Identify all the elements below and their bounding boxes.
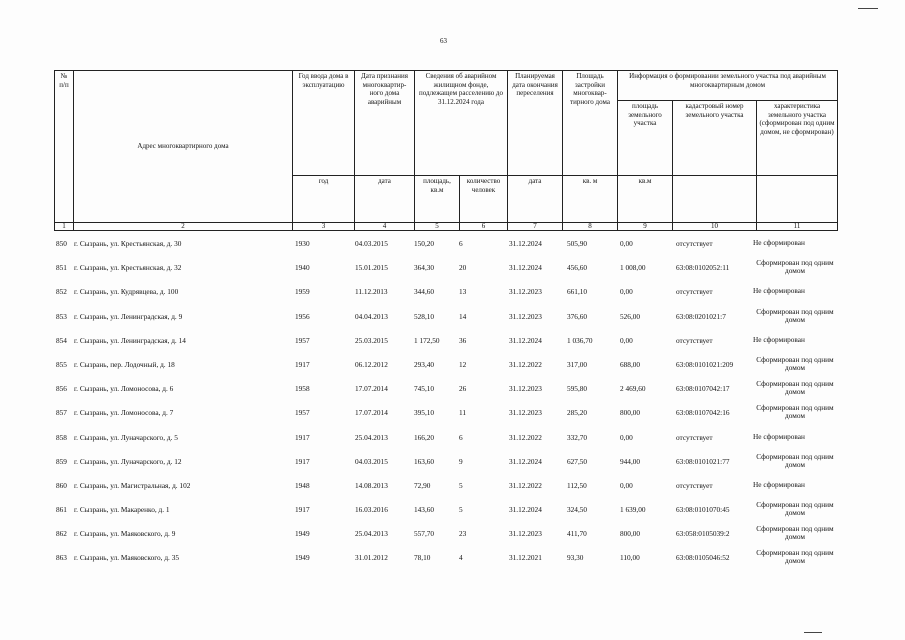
plan-date-cell: 31.12.2022: [509, 432, 542, 442]
year-cell: 1949: [295, 553, 310, 563]
date-cell: 25.04.2013: [355, 432, 388, 442]
header-col-land-status: характеристика земельного участка (сформирован под одним домом, не сформирован): [757, 101, 838, 176]
year-cell: 1958: [295, 384, 310, 394]
status-cell: Сформирован под одним домом: [756, 500, 834, 518]
land-area-cell: 944,00: [620, 456, 641, 466]
area-cell: 1 172,50: [414, 335, 440, 345]
column-number: 8: [563, 223, 618, 231]
cadastral-cell: 63:08:0105046:52: [676, 553, 730, 563]
unit-sqm: кв. м: [563, 176, 618, 223]
year-cell: 1959: [295, 287, 310, 297]
land-area-cell: 1 639,00: [620, 505, 646, 515]
table-row: [54, 258, 837, 282]
address-cell: г. Сызрань, ул. Ленинградская, д. 14: [74, 335, 186, 345]
header-col-planned-date: Планируемая дата окончания переселения: [508, 71, 563, 176]
row-number: 853: [56, 311, 67, 321]
build-area-cell: 376,60: [567, 311, 588, 321]
unit-date: дата: [355, 176, 415, 223]
address-cell: г. Сызрань, ул. Магистральная, д. 102: [74, 480, 191, 490]
address-cell: г. Сызрань, ул. Маяковского, д. 35: [74, 553, 179, 563]
area-cell: 344,60: [414, 287, 435, 297]
cadastral-cell: отсутствует: [676, 432, 713, 442]
column-number: 1: [55, 223, 74, 231]
table-body: [54, 234, 837, 573]
row-number: 855: [56, 359, 67, 369]
status-cell: Не сформирован: [753, 238, 805, 247]
address-cell: г. Сызрань, ул. Ломоносова, д. 7: [74, 408, 174, 418]
table-row: [54, 331, 837, 355]
date-cell: 11.12.2013: [355, 287, 388, 297]
build-area-cell: 456,60: [567, 263, 588, 273]
people-cell: 14: [459, 311, 467, 321]
status-cell: Не сформирован: [753, 431, 805, 441]
table-row: [54, 234, 837, 258]
date-cell: 31.01.2012: [355, 553, 388, 563]
page-number: 63: [440, 37, 447, 45]
status-cell: Сформирован под одним домом: [756, 451, 834, 469]
header-col-land-area: площадь земельного участка: [618, 101, 673, 176]
cadastral-cell: 63:08:0107042:16: [676, 408, 730, 418]
people-cell: 6: [459, 239, 463, 248]
status-cell: Не сформирован: [753, 479, 805, 489]
table-row: [54, 379, 837, 403]
land-area-cell: 0,00: [620, 432, 633, 442]
status-cell: Сформирован под одним домом: [756, 379, 834, 397]
status-cell: Не сформирован: [753, 334, 805, 344]
column-number: 7: [508, 223, 563, 231]
unit-year: год: [293, 176, 355, 223]
row-number: 854: [56, 335, 67, 345]
area-cell: 163,60: [414, 456, 435, 466]
status-cell: Сформирован под одним домом: [756, 524, 834, 542]
land-area-cell: 2 469,60: [620, 384, 646, 394]
build-area-cell: 93,30: [567, 553, 584, 563]
status-cell: Сформирован под одним домом: [756, 548, 834, 566]
status-cell: Сформирован под одним домом: [756, 258, 834, 276]
row-number: 859: [56, 456, 67, 466]
plan-date-cell: 31.12.2021: [509, 553, 542, 563]
cadastral-cell: 63:08:0201021:7: [676, 311, 726, 321]
area-cell: 143,60: [414, 505, 435, 515]
year-cell: 1940: [295, 263, 310, 273]
table-row: [54, 476, 837, 500]
row-number: 856: [56, 384, 67, 394]
plan-date-cell: 31.12.2022: [509, 480, 542, 490]
area-cell: 364,30: [414, 263, 435, 273]
land-area-cell: 110,00: [620, 553, 640, 563]
plan-date-cell: 31.12.2023: [509, 311, 542, 321]
table-header: [54, 70, 838, 231]
people-cell: 4: [459, 553, 463, 563]
year-cell: 1917: [295, 359, 310, 369]
header-col-year: Год ввода дома в эксплуатацию: [293, 71, 355, 176]
people-cell: 26: [459, 384, 467, 394]
address-cell: г. Сызрань, ул. Луначарского, д. 12: [74, 456, 182, 466]
year-cell: 1930: [295, 239, 310, 248]
plan-date-cell: 31.12.2022: [509, 359, 542, 369]
header-col-cadastral: кадастровый номер земельного участка: [673, 101, 757, 176]
unit-plan-date: дата: [508, 176, 563, 223]
date-cell: 17.07.2014: [355, 408, 388, 418]
table-row: [54, 452, 837, 476]
people-cell: 5: [459, 480, 463, 490]
cadastral-cell: 63:058:0105039:2: [676, 529, 730, 539]
header-col-fund-info: Сведения об аварийном жилищном фонде, подлежащем расселению до 31.12.2024 года: [415, 71, 508, 176]
unit-area: площадь, кв.м: [415, 176, 460, 223]
date-cell: 17.07.2014: [355, 384, 388, 394]
column-number: 3: [293, 223, 355, 231]
build-area-cell: 595,80: [567, 384, 588, 394]
land-area-cell: 800,00: [620, 529, 641, 539]
area-cell: 557,70: [414, 529, 435, 539]
table-row: [54, 428, 837, 452]
header-col-land-info: Информация о формировании земельного участка под аварийным многоквартирным домом: [618, 71, 838, 101]
area-cell: 150,20: [414, 239, 435, 248]
land-area-cell: 800,00: [620, 408, 641, 418]
scan-mark: [858, 8, 878, 9]
date-cell: 04.03.2015: [355, 456, 388, 466]
header-col-recognition-date: Дата признания многоквартир- ного дома аварийным: [355, 71, 415, 176]
build-area-cell: 332,70: [567, 432, 588, 442]
area-cell: 166,20: [414, 432, 435, 442]
column-number: 6: [460, 223, 508, 231]
row-number: 851: [56, 263, 67, 273]
row-number: 863: [56, 553, 67, 563]
cadastral-cell: 63:08:0101021:209: [676, 359, 734, 369]
date-cell: 16.03.2016: [355, 505, 388, 515]
date-cell: 14.08.2013: [355, 480, 388, 490]
cadastral-cell: отсутствует: [676, 287, 713, 297]
unit-people: количество человек: [460, 176, 508, 223]
date-cell: 25.04.2013: [355, 529, 388, 539]
address-cell: г. Сызрань, ул. Крестьянская, д. 30: [74, 239, 182, 248]
plan-date-cell: 31.12.2024: [509, 263, 542, 273]
plan-date-cell: 31.12.2024: [509, 239, 542, 248]
table-row: [54, 524, 837, 548]
cadastral-cell: 63:08:0107042:17: [676, 384, 730, 394]
people-cell: 12: [459, 359, 467, 369]
cadastral-cell: отсутствует: [676, 335, 713, 345]
build-area-cell: 324,50: [567, 505, 588, 515]
row-number: 860: [56, 480, 67, 490]
table-row: [54, 307, 837, 331]
address-cell: г. Сызрань, ул. Ленинградская, д. 9: [74, 311, 183, 321]
status-cell: Сформирован под одним домом: [756, 354, 834, 372]
date-cell: 15.01.2015: [355, 263, 388, 273]
status-cell: Сформирован под одним домом: [756, 403, 834, 421]
column-number: 4: [355, 223, 415, 231]
table-row: [54, 355, 837, 379]
column-number: 11: [757, 223, 838, 231]
land-area-cell: 526,00: [620, 311, 641, 321]
column-number: 10: [673, 223, 757, 231]
plan-date-cell: 31.12.2024: [509, 456, 542, 466]
unit-land-sqm: кв.м: [618, 176, 673, 223]
year-cell: 1957: [295, 335, 310, 345]
build-area-cell: 285,20: [567, 408, 588, 418]
area-cell: 395,10: [414, 408, 435, 418]
area-cell: 78,10: [414, 553, 431, 563]
plan-date-cell: 31.12.2023: [509, 384, 542, 394]
people-cell: 5: [459, 505, 463, 515]
row-number: 857: [56, 408, 67, 418]
cadastral-cell: отсутствует: [676, 239, 713, 248]
year-cell: 1917: [295, 432, 310, 442]
land-area-cell: 1 008,00: [620, 263, 646, 273]
scan-mark: [804, 632, 822, 633]
address-cell: г. Сызрань, ул. Крестьянская, д. 32: [74, 263, 182, 273]
people-cell: 36: [459, 335, 467, 345]
people-cell: 23: [459, 529, 467, 539]
address-cell: г. Сызрань, ул. Маяковского, д. 9: [74, 529, 176, 539]
cadastral-cell: 63:08:0102052:11: [676, 263, 730, 273]
plan-date-cell: 31.12.2023: [509, 287, 542, 297]
build-area-cell: 411,70: [567, 529, 587, 539]
area-cell: 293,40: [414, 359, 435, 369]
people-cell: 9: [459, 456, 463, 466]
date-cell: 04.03.2015: [355, 239, 388, 248]
column-number: 5: [415, 223, 460, 231]
address-cell: г. Сызрань, пер. Лодочный, д. 18: [74, 359, 175, 369]
plan-date-cell: 31.12.2024: [509, 505, 542, 515]
land-area-cell: 0,00: [620, 335, 633, 345]
row-number: 852: [56, 287, 67, 297]
row-number: 861: [56, 505, 67, 515]
plan-date-cell: 31.12.2023: [509, 529, 542, 539]
column-number: 2: [74, 223, 293, 231]
cadastral-cell: 63:08:0101070:45: [676, 505, 730, 515]
table-row: [54, 500, 837, 524]
row-number: 858: [56, 432, 67, 442]
address-cell: г. Сызрань, ул. Кудрявцева, д. 100: [74, 287, 179, 297]
area-cell: 528,10: [414, 311, 435, 321]
address-cell: г. Сызрань, ул. Ломоносова, д. 6: [74, 384, 174, 394]
status-cell: Сформирован под одним домом: [756, 306, 834, 324]
build-area-cell: 505,90: [567, 239, 588, 248]
row-number: 850: [56, 239, 67, 248]
date-cell: 06.12.2012: [355, 359, 388, 369]
date-cell: 04.04.2013: [355, 311, 388, 321]
cadastral-cell: 63:08:0101021:77: [676, 456, 730, 466]
date-cell: 25.03.2015: [355, 335, 388, 345]
table-row: [54, 282, 837, 306]
build-area-cell: 1 036,70: [567, 335, 593, 345]
unit-empty: [673, 176, 757, 223]
cadastral-cell: отсутствует: [676, 480, 713, 490]
build-area-cell: 661,10: [567, 287, 588, 297]
year-cell: 1917: [295, 456, 310, 466]
build-area-cell: 627,50: [567, 456, 588, 466]
area-cell: 745,10: [414, 384, 435, 394]
build-area-cell: 317,00: [567, 359, 588, 369]
plan-date-cell: 31.12.2024: [509, 335, 542, 345]
header-col-build-area: Площадь застройки многоквар- тирного дома: [563, 71, 618, 176]
year-cell: 1957: [295, 408, 310, 418]
year-cell: 1917: [295, 505, 310, 515]
land-area-cell: 0,00: [620, 239, 633, 248]
header-col-address: Адрес многоквартирного дома: [74, 71, 293, 223]
land-area-cell: 0,00: [620, 480, 633, 490]
year-cell: 1956: [295, 311, 310, 321]
people-cell: 13: [459, 287, 467, 297]
table-row: [54, 403, 837, 427]
address-cell: г. Сызрань, ул. Макаренко, д. 1: [74, 505, 170, 515]
plan-date-cell: 31.12.2023: [509, 408, 542, 418]
people-cell: 20: [459, 263, 467, 273]
land-area-cell: 688,00: [620, 359, 641, 369]
year-cell: 1948: [295, 480, 310, 490]
area-cell: 72,90: [414, 480, 431, 490]
row-number: 862: [56, 529, 67, 539]
year-cell: 1949: [295, 529, 310, 539]
column-number: 9: [618, 223, 673, 231]
header-col-number: № п/п: [55, 71, 74, 223]
unit-empty: [757, 176, 838, 223]
table-row: [54, 548, 837, 572]
land-area-cell: 0,00: [620, 287, 633, 297]
address-cell: г. Сызрань, ул. Луначарского, д. 5: [74, 432, 178, 442]
build-area-cell: 112,50: [567, 480, 587, 490]
people-cell: 6: [459, 432, 463, 442]
people-cell: 11: [459, 408, 467, 418]
status-cell: Не сформирован: [753, 286, 805, 296]
